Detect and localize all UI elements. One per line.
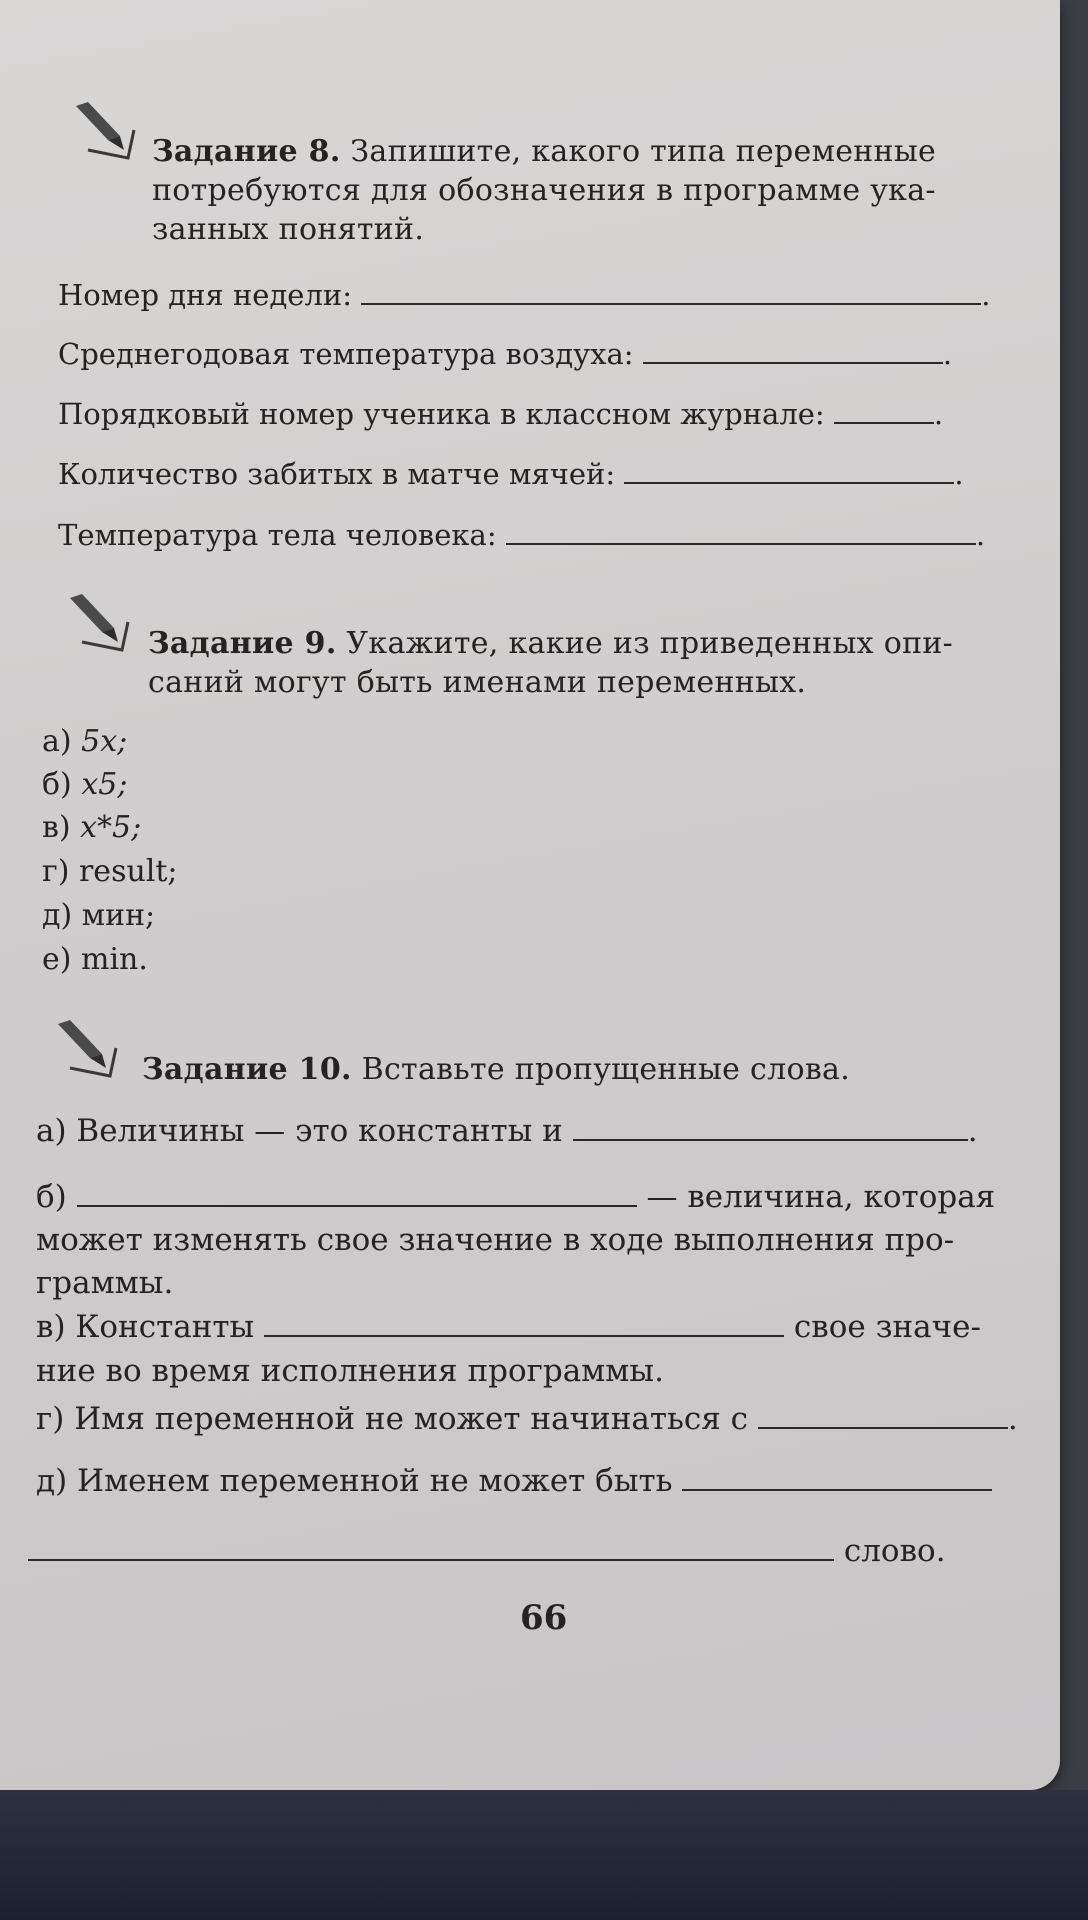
task9-option: д) мин; <box>42 898 156 933</box>
task10-label: Задание 10. <box>142 1052 352 1087</box>
task8-item-3: Порядковый номер ученика в классном журнале: . <box>58 397 944 431</box>
item-label: Среднегодовая температура воздуха: <box>58 337 634 371</box>
task10-heading <box>142 1050 1022 1089</box>
answer-blank[interactable] <box>28 1558 834 1561</box>
task9-option: г) result; <box>42 854 178 889</box>
task9-option: в) x*5; <box>42 810 142 845</box>
item-label: Температура тела человека: <box>58 518 497 552</box>
task9-text: Укажите, какие из приведенных опи-саний могут быть именами переменных. <box>148 626 954 700</box>
task10-c: в) Константы свое значе- <box>36 1309 981 1345</box>
answer-blank[interactable] <box>361 302 981 305</box>
table-surface <box>0 1790 1088 1920</box>
answer-blank[interactable] <box>573 1138 968 1141</box>
task10-a: а) Величины — это константы и . <box>36 1113 978 1149</box>
task10-b-line2: может изменять свое значение в ходе выполнения про- <box>36 1222 955 1258</box>
task10-b: б) — величина, которая <box>36 1179 996 1215</box>
item-label: Номер дня недели: <box>58 278 352 312</box>
answer-blank[interactable] <box>643 361 943 364</box>
item-label: Порядковый номер ученика в классном журнале: <box>58 397 825 431</box>
task8-label: Задание 8. <box>152 134 341 169</box>
task8-heading <box>152 132 1022 249</box>
answer-blank[interactable] <box>834 421 934 424</box>
pencil-icon <box>62 592 132 652</box>
task10-b-line3: граммы. <box>36 1265 174 1301</box>
task8-item-1: Номер дня недели: . <box>58 278 991 312</box>
pencil-icon <box>68 100 138 160</box>
task9-option: б) x5; <box>42 767 128 802</box>
task9-heading <box>148 624 1028 702</box>
task10-text: Вставьте пропущенные слова. <box>361 1052 851 1087</box>
pencil-icon <box>50 1018 120 1078</box>
task8-text: Запишите, какого типа переменные потребуются для обозначения в программе ука-занных понятий. <box>152 134 937 247</box>
task9-option: е) min. <box>42 942 148 977</box>
answer-blank[interactable] <box>506 542 976 545</box>
answer-blank[interactable] <box>624 481 954 484</box>
task8-item-5: Температура тела человека: . <box>58 518 986 552</box>
task10-e: д) Именем переменной не может быть <box>36 1460 992 1502</box>
task10-e-line2: слово. <box>28 1530 946 1572</box>
answer-blank[interactable] <box>77 1204 637 1207</box>
task9-label: Задание 9. <box>148 626 337 661</box>
page-number: 66 <box>520 1598 568 1638</box>
task8-item-4: Количество забитых в матче мячей: . <box>58 457 964 491</box>
answer-blank[interactable] <box>682 1488 992 1491</box>
answer-blank[interactable] <box>758 1426 1008 1429</box>
task10-c-line2: ние во время исполнения программы. <box>36 1353 664 1389</box>
task9-option: а) 5x; <box>42 724 128 759</box>
task10-d: г) Имя переменной не может начинаться с . <box>36 1401 1018 1437</box>
item-label: Количество забитых в матче мячей: <box>58 457 616 491</box>
answer-blank[interactable] <box>264 1334 784 1337</box>
task8-item-2: Среднегодовая температура воздуха: . <box>58 337 953 371</box>
